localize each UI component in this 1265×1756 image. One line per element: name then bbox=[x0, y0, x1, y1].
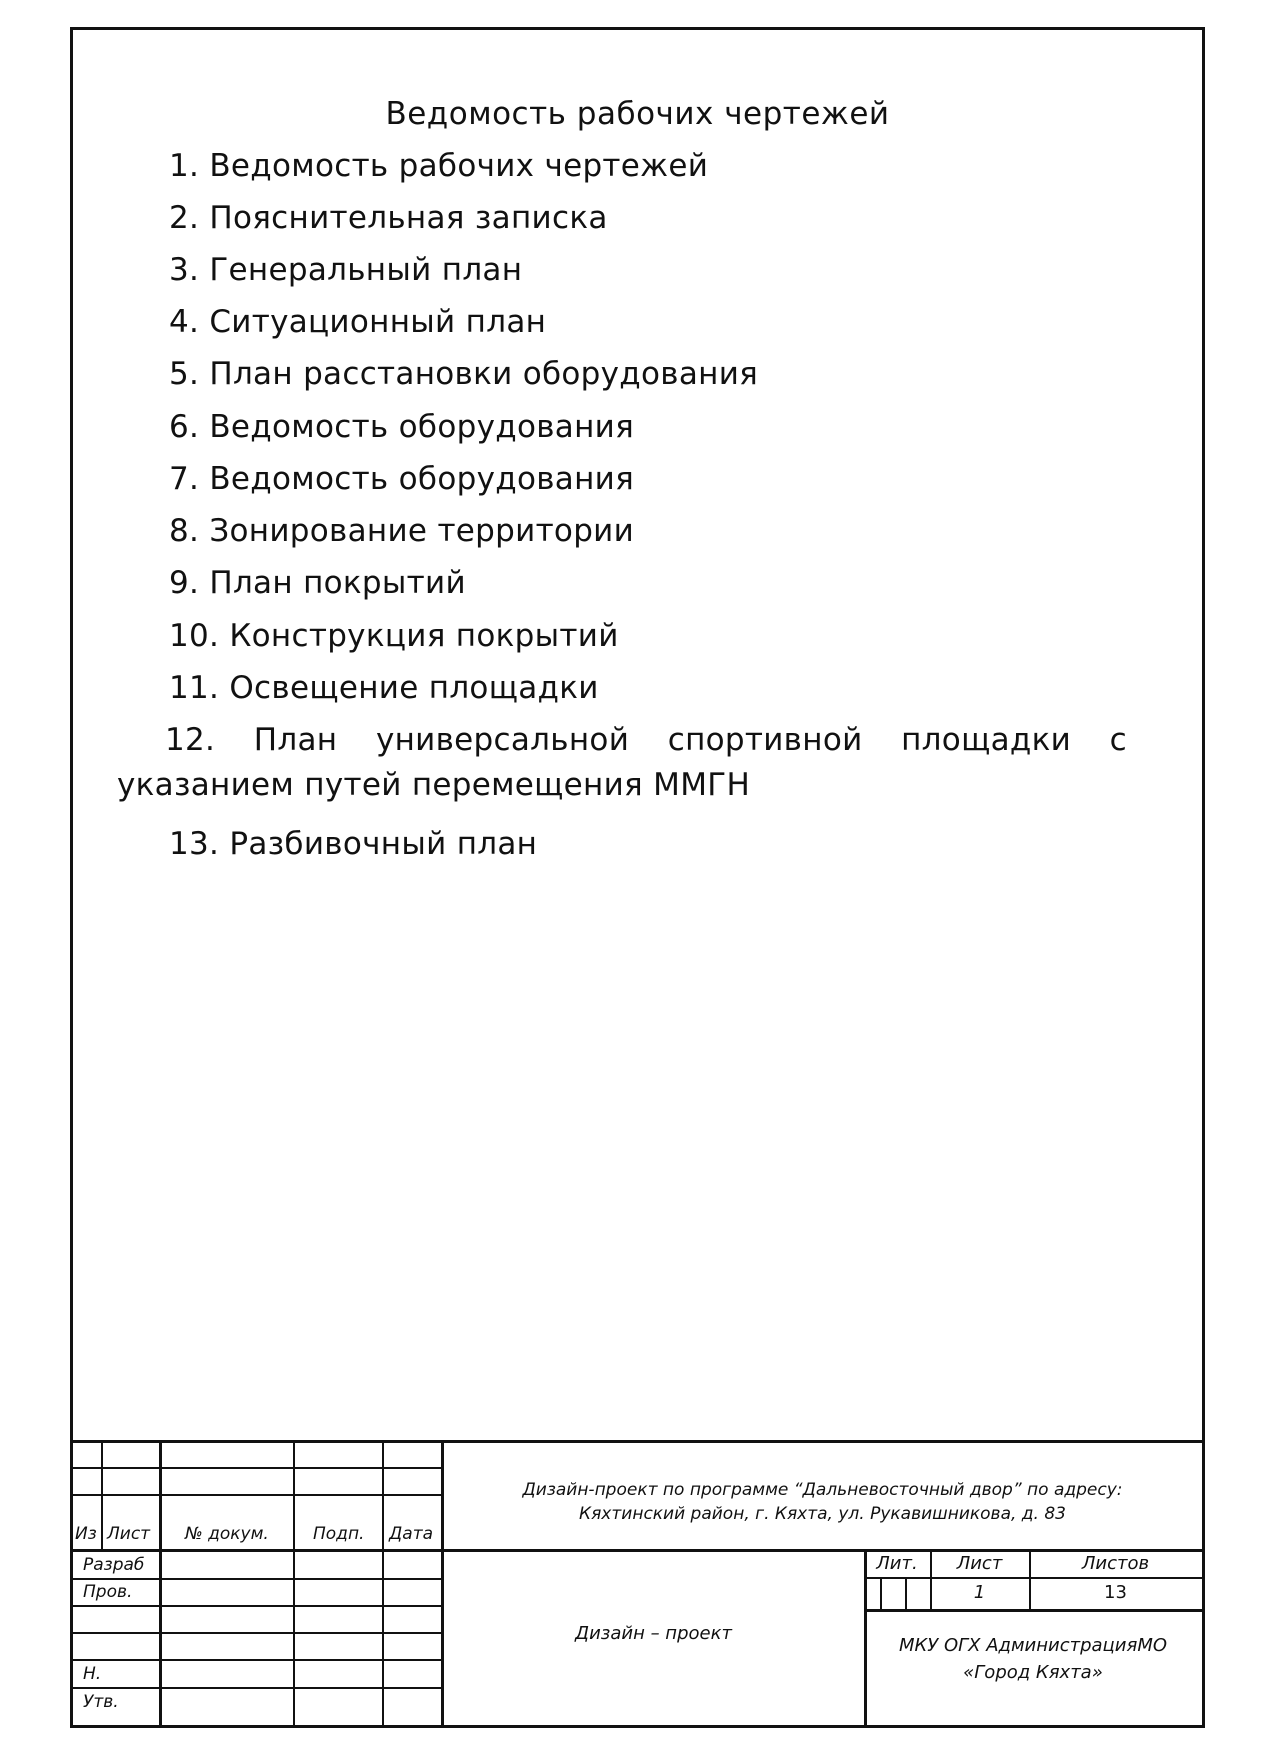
list-item: 5. План расстановки оборудования bbox=[169, 356, 759, 392]
divider bbox=[73, 1605, 441, 1607]
divider bbox=[73, 1578, 441, 1580]
row-utv: Утв. bbox=[83, 1692, 119, 1712]
list-item: 2. Пояснительная записка bbox=[169, 200, 608, 236]
lit-label: Лит. bbox=[876, 1553, 918, 1574]
list-item: 1. Ведомость рабочих чертежей bbox=[169, 148, 709, 184]
divider bbox=[73, 1687, 441, 1689]
drawing-frame bbox=[70, 27, 1205, 1728]
divider bbox=[73, 1632, 441, 1634]
list-item: 10. Конструкция покрытий bbox=[169, 618, 619, 654]
divider bbox=[905, 1577, 907, 1609]
col-list: Лист bbox=[107, 1524, 151, 1544]
col-sign: Подп. bbox=[313, 1524, 365, 1544]
list-item: 8. Зонирование территории bbox=[169, 513, 635, 549]
divider bbox=[73, 1549, 1202, 1552]
divider bbox=[101, 1440, 103, 1549]
divider bbox=[293, 1440, 295, 1725]
row-n: Н. bbox=[83, 1664, 102, 1684]
sheet-value: 1 bbox=[973, 1582, 986, 1603]
list-item: 6. Ведомость оборудования bbox=[169, 409, 635, 445]
divider bbox=[382, 1440, 384, 1725]
col-izm: Из bbox=[75, 1524, 97, 1544]
divider bbox=[159, 1440, 162, 1725]
row-razrab: Разраб bbox=[83, 1555, 145, 1575]
divider bbox=[864, 1577, 1202, 1579]
divider bbox=[73, 1659, 441, 1661]
list-item-line: 12. План универсальной спортивной площадки с bbox=[165, 722, 1127, 758]
design-label: Дизайн – проект bbox=[575, 1623, 732, 1644]
divider bbox=[73, 1494, 441, 1496]
divider bbox=[73, 1467, 441, 1469]
document-title: Ведомость рабочих чертежей bbox=[385, 96, 890, 132]
col-doc: № докум. bbox=[185, 1524, 269, 1544]
divider bbox=[864, 1609, 1202, 1612]
project-line-1: Дизайн-проект по программе “Дальневосточный двор” по адресу: bbox=[522, 1480, 1123, 1500]
list-item: 13. Разбивочный план bbox=[169, 826, 538, 862]
col-date: Дата bbox=[389, 1524, 434, 1544]
sheet-label: Лист bbox=[956, 1553, 1003, 1574]
row-prov: Пров. bbox=[83, 1582, 133, 1602]
org-line-1: МКУ ОГХ АдминистрацияМО bbox=[898, 1635, 1168, 1656]
divider bbox=[73, 1440, 1202, 1443]
list-item: 9. План покрытий bbox=[169, 565, 466, 601]
sheets-value: 13 bbox=[1104, 1582, 1127, 1603]
project-line-2: Кяхтинский район, г. Кяхта, ул. Рукавишникова, д. 83 bbox=[579, 1504, 1066, 1524]
list-item: 3. Генеральный план bbox=[169, 252, 523, 288]
list-item: 4. Ситуационный план bbox=[169, 304, 547, 340]
divider bbox=[880, 1577, 882, 1609]
list-item: 11. Освещение площадки bbox=[169, 670, 599, 706]
title-block bbox=[73, 1440, 1202, 1725]
list-item-line: указанием путей перемещения ММГН bbox=[117, 767, 751, 803]
sheets-label: Листов bbox=[1081, 1553, 1150, 1574]
list-item: 7. Ведомость оборудования bbox=[169, 461, 635, 497]
list-item-wrapped bbox=[117, 722, 1127, 803]
org-line-2: «Город Кяхта» bbox=[963, 1662, 1103, 1683]
